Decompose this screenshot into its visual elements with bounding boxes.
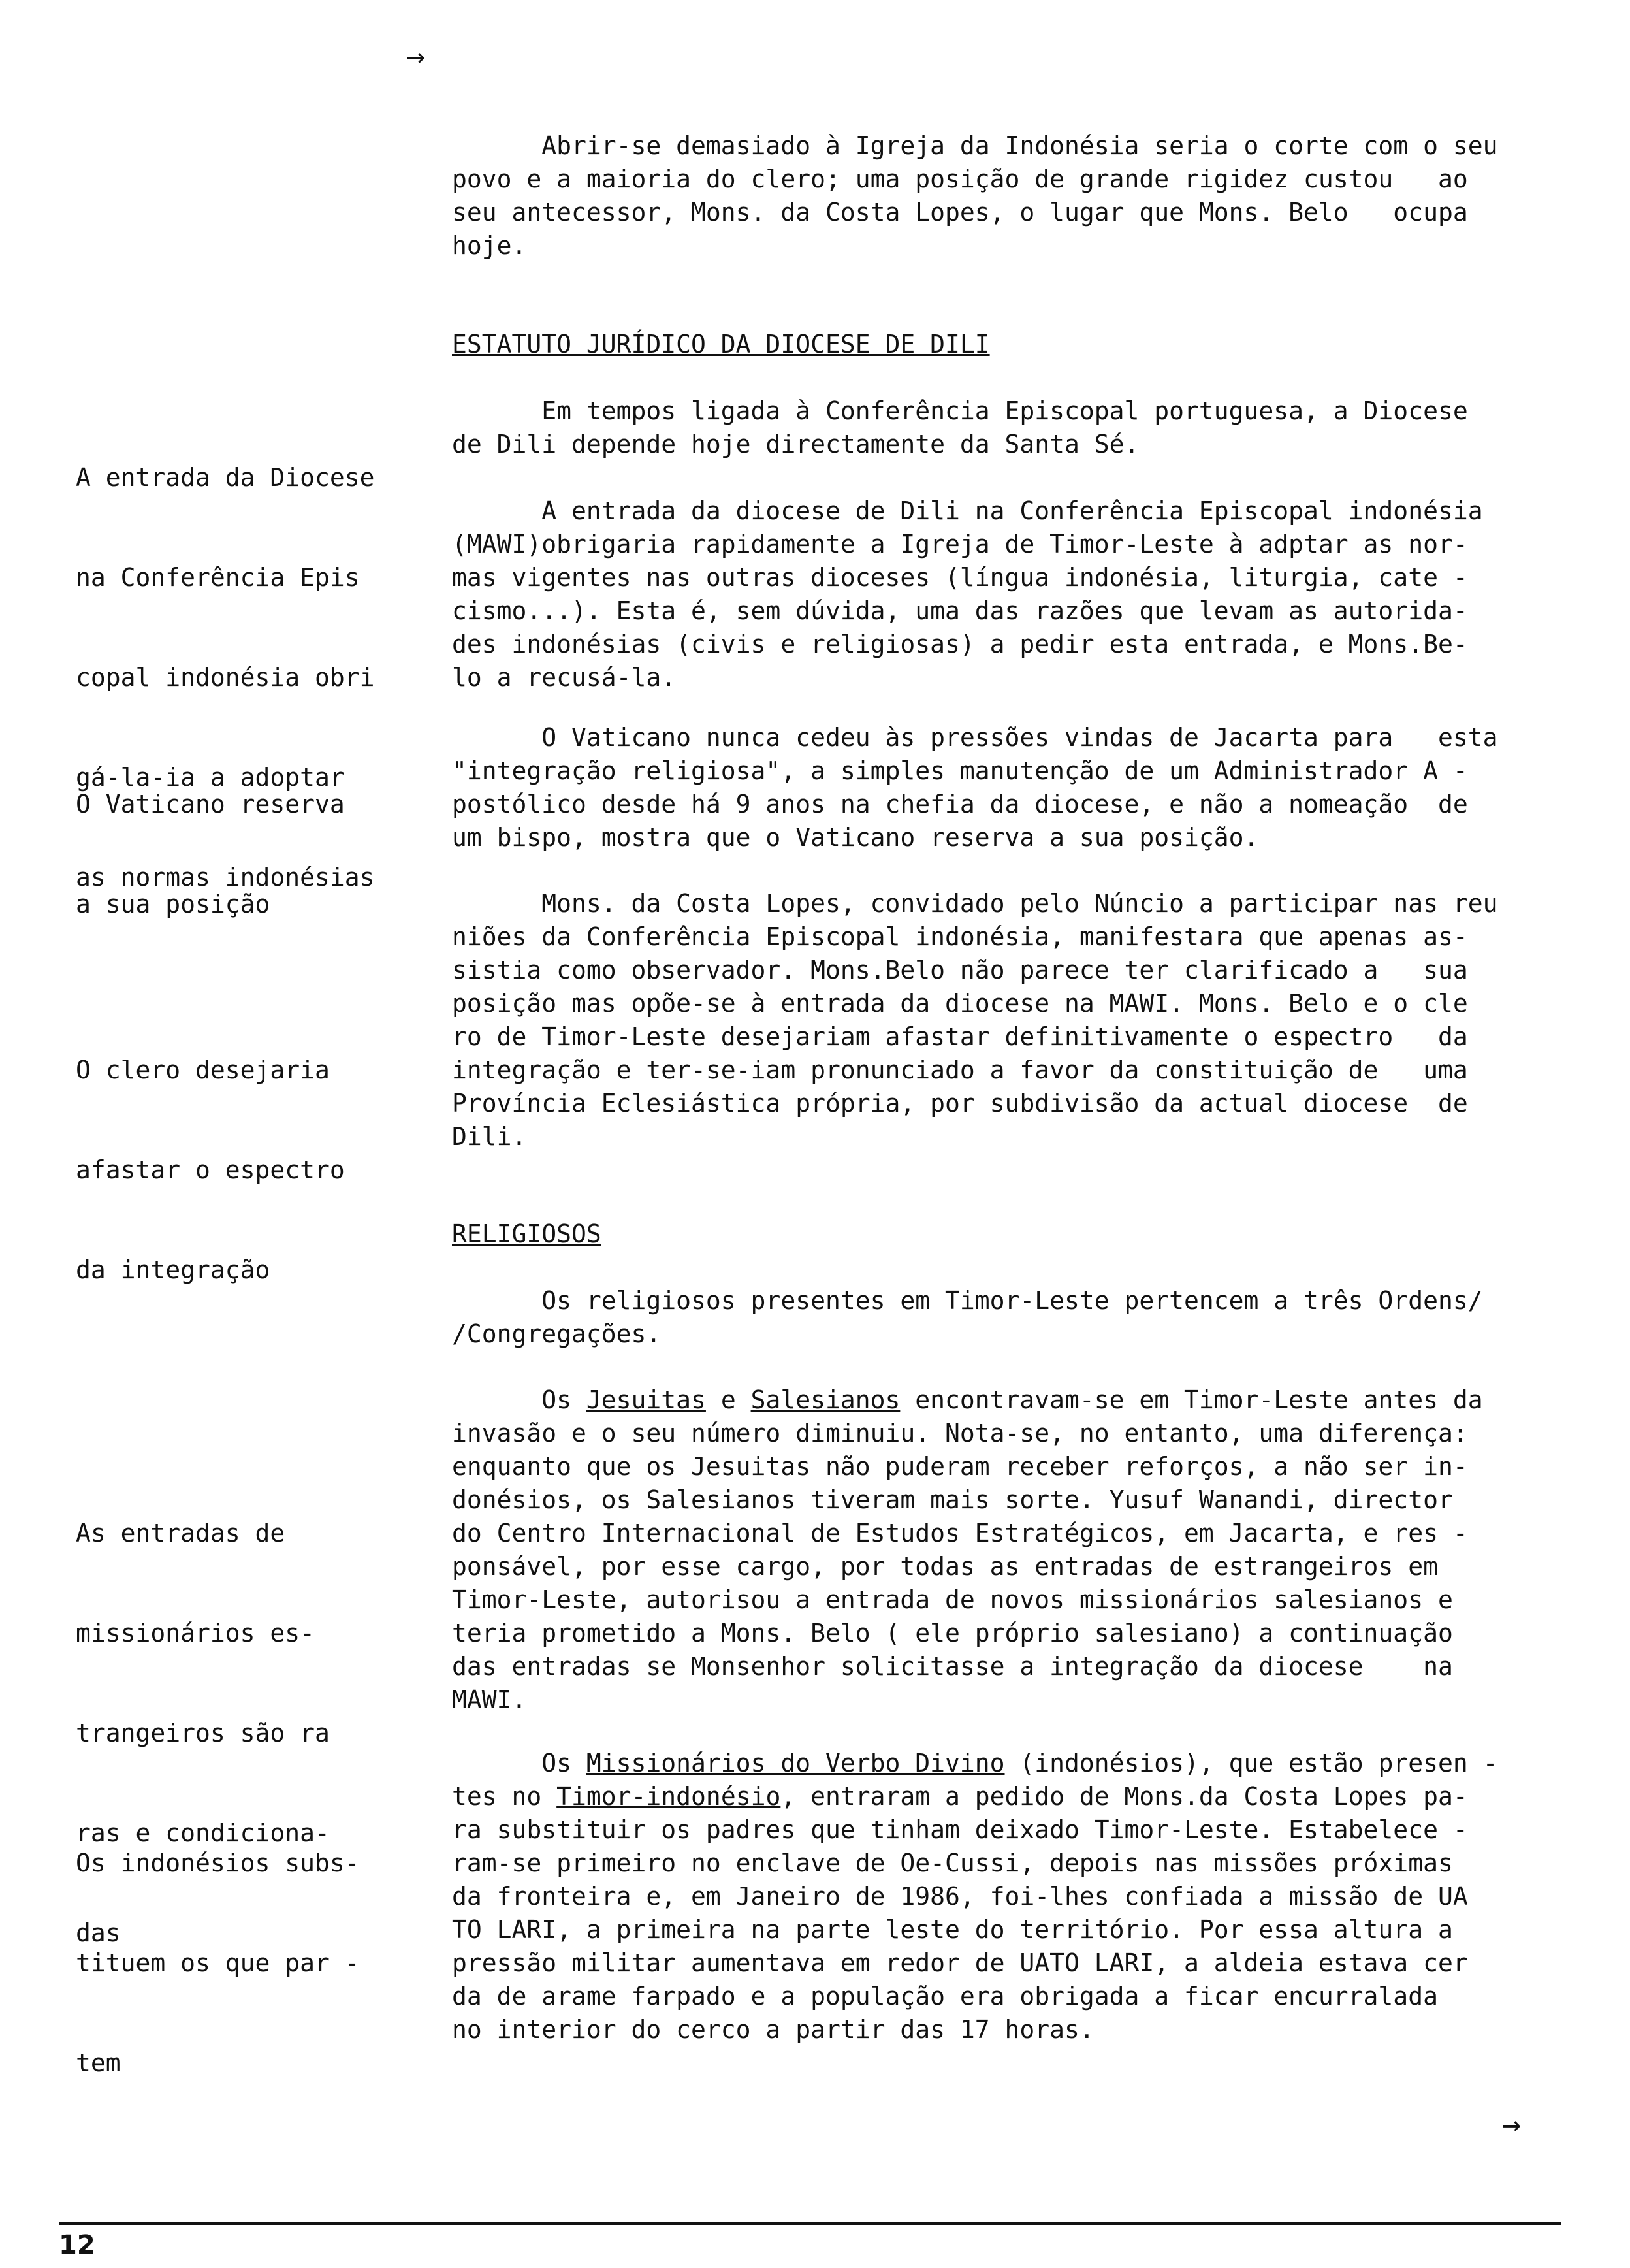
text-line: do Centro Internacional de Estudos Estratégicos, em Jacarta, e res - bbox=[452, 1519, 1468, 1547]
text-line: MAWI. bbox=[452, 1685, 527, 1714]
footer-rule bbox=[59, 2222, 1561, 2225]
text-line bbox=[452, 1384, 1562, 1417]
margin-note-line: O clero desejaria bbox=[76, 1056, 330, 1084]
text-fragment: tes no bbox=[452, 1782, 557, 1811]
text-line: sistia como observador. Mons.Belo não parece ter clarificado a sua bbox=[452, 956, 1468, 984]
text-line: (MAWI)obrigaria rapidamente a Igreja de Timor-Leste à adptar as nor- bbox=[452, 530, 1468, 559]
text-line: teria prometido a Mons. Belo ( ele próprio salesiano) a continuação bbox=[452, 1619, 1453, 1647]
text-line: um bispo, mostra que o Vaticano reserva a sua posição. bbox=[452, 823, 1259, 852]
text-line: invasão e o seu número diminuiu. Nota-se, no entanto, uma diferença: bbox=[452, 1419, 1468, 1448]
text-line: Dili. bbox=[452, 1122, 527, 1151]
paragraph bbox=[452, 494, 1562, 694]
margin-note-line: missionários es- bbox=[76, 1619, 315, 1647]
margin-note bbox=[76, 1780, 415, 2146]
margin-note-line: trangeiros são ra bbox=[76, 1719, 330, 1747]
text-line: ra substituir os padres que tinham deixado Timor-Leste. Estabelece - bbox=[452, 1815, 1468, 1844]
page-number: 12 bbox=[59, 2230, 95, 2260]
margin-note-line: Os indonésios subs- bbox=[76, 1849, 360, 1877]
continue-arrow-icon: → bbox=[406, 38, 425, 74]
intro-paragraph bbox=[452, 129, 1562, 263]
text-line bbox=[452, 1747, 1562, 1780]
text-fragment: Os bbox=[452, 1385, 586, 1414]
text-line: postólico desde há 9 anos na chefia da diocese, e não a nomeação de bbox=[452, 790, 1468, 818]
text-line: ro de Timor-Leste desejariam afastar definitivamente o espectro da bbox=[452, 1022, 1468, 1051]
margin-note-line: A entrada da Diocese bbox=[76, 463, 375, 492]
text-line: cismo...). Esta é, sem dúvida, uma das razões que levam as autorida- bbox=[452, 596, 1468, 625]
margin-note-line: tem bbox=[76, 2049, 121, 2077]
text-line: "integração religiosa", a simples manutenção de um Administrador A - bbox=[452, 756, 1468, 785]
margin-note bbox=[76, 721, 415, 988]
text-line: Abrir-se demasiado à Igreja da Indonésia seria o corte com o seu bbox=[452, 131, 1498, 160]
margin-note-line: a sua posição bbox=[76, 890, 270, 918]
text-line: A entrada da diocese de Dili na Conferência Episcopal indonésia bbox=[452, 496, 1483, 525]
margin-note-line: na Conferência Epis bbox=[76, 563, 360, 592]
underlined-term-timor-indonesio: Timor-indonésio bbox=[556, 1782, 781, 1811]
text-line bbox=[452, 1780, 1562, 1813]
text-line: da fronteira e, em Janeiro de 1986, foi-lhes confiada a missão de UA bbox=[452, 1882, 1468, 1911]
text-line: niões da Conferência Episcopal indonésia, manifestara que apenas as- bbox=[452, 922, 1468, 951]
text-line: ram-se primeiro no enclave de Oe-Cussi, depois nas missões próximas bbox=[452, 1849, 1453, 1877]
margin-note bbox=[76, 987, 415, 1353]
margin-note-line: as normas indonésias bbox=[76, 863, 375, 892]
margin-note-line: tituem os que par - bbox=[76, 1949, 360, 1977]
text-line: TO LARI, a primeira na parte leste do território. Por essa altura a bbox=[452, 1915, 1453, 1944]
text-line: das entradas se Monsenhor solicitasse a integração da diocese na bbox=[452, 1652, 1453, 1681]
text-line: no interior do cerco a partir das 17 horas. bbox=[452, 2015, 1095, 2044]
text-fragment: (indonésios), que estão presen - bbox=[1004, 1749, 1498, 1777]
underlined-term-verbo-divino: Missionários do Verbo Divino bbox=[586, 1749, 1005, 1777]
paragraph bbox=[452, 1747, 1562, 2047]
section-heading-religiosos: RELIGIOSOS bbox=[452, 1220, 601, 1248]
text-line: povo e a maioria do clero; uma posição de grande rigidez custou ao bbox=[452, 165, 1468, 193]
text-fragment: e bbox=[705, 1385, 751, 1414]
paragraph bbox=[452, 721, 1562, 854]
text-line: hoje. bbox=[452, 231, 527, 260]
text-line: mas vigentes nas outras dioceses (língua indonésia, liturgia, cate - bbox=[452, 563, 1468, 592]
text-line: ponsável, por esse cargo, por todas as entradas de estrangeiros em bbox=[452, 1552, 1438, 1581]
text-line: de Dili depende hoje directamente da Santa Sé. bbox=[452, 430, 1140, 459]
text-line: des indonésias (civis e religiosas) a pedir esta entrada, e Mons.Be- bbox=[452, 630, 1468, 658]
text-line: enquanto que os Jesuitas não puderam receber reforços, a não ser in- bbox=[452, 1452, 1468, 1481]
text-fragment: encontravam-se em Timor-Leste antes da bbox=[900, 1385, 1483, 1414]
text-line: da de arame farpado e a população era obrigada a ficar encurralada bbox=[452, 1982, 1438, 2011]
underlined-term-salesianos: Salesianos bbox=[750, 1385, 901, 1414]
margin-note-line: gá-la-ia a adoptar bbox=[76, 763, 345, 792]
margin-note-line: da integração bbox=[76, 1256, 270, 1284]
text-line: Em tempos ligada à Conferência Episcopal portuguesa, a Diocese bbox=[452, 397, 1468, 425]
paragraph bbox=[452, 1284, 1562, 1351]
paragraph bbox=[452, 887, 1562, 1154]
margin-note-line: das bbox=[76, 1919, 121, 1947]
text-line: integração e ter-se-iam pronunciado a favor da constituição de uma bbox=[452, 1056, 1468, 1084]
margin-note-line: copal indonésia obri bbox=[76, 663, 375, 692]
text-line: pressão militar aumentava em redor de UATO LARI, a aldeia estava cer bbox=[452, 1949, 1468, 1977]
underlined-term-jesuitas: Jesuitas bbox=[586, 1385, 706, 1414]
text-fragment: , entraram a pedido de Mons.da Costa Lopes pa- bbox=[780, 1782, 1468, 1811]
margin-note-line: ras e condiciona- bbox=[76, 1819, 330, 1847]
margin-note-line: afastar o espectro bbox=[76, 1156, 345, 1184]
text-line: Os religiosos presentes em Timor-Leste pertencem a três Ordens/ bbox=[452, 1286, 1483, 1315]
text-line: lo a recusá-la. bbox=[452, 663, 677, 692]
section-heading-estatuto: ESTATUTO JURÍDICO DA DIOCESE DE DILI bbox=[452, 330, 990, 359]
paragraph bbox=[452, 1384, 1562, 1717]
text-fragment: Os bbox=[452, 1749, 586, 1777]
margin-note-line: O Vaticano reserva bbox=[76, 790, 345, 818]
margin-note-line: As entradas de bbox=[76, 1519, 285, 1547]
text-line: Timor-Leste, autorisou a entrada de novos missionários salesianos e bbox=[452, 1585, 1453, 1614]
text-line: Mons. da Costa Lopes, convidado pelo Núncio a participar nas reu bbox=[452, 889, 1498, 918]
text-line: Província Eclesiástica própria, por subdivisão da actual diocese de bbox=[452, 1089, 1468, 1118]
paragraph bbox=[452, 395, 1562, 461]
text-line: O Vaticano nunca cedeu às pressões vindas de Jacarta para esta bbox=[452, 723, 1498, 752]
continue-arrow-icon: → bbox=[1502, 2106, 1521, 2143]
text-line: /Congregações. bbox=[452, 1320, 662, 1348]
text-line: posição mas opõe-se à entrada da diocese na MAWI. Mons. Belo e o cle bbox=[452, 989, 1468, 1018]
text-line: seu antecessor, Mons. da Costa Lopes, o lugar que Mons. Belo ocupa bbox=[452, 198, 1468, 227]
text-line: donésios, os Salesianos tiveram mais sorte. Yusuf Wanandi, director bbox=[452, 1485, 1453, 1514]
